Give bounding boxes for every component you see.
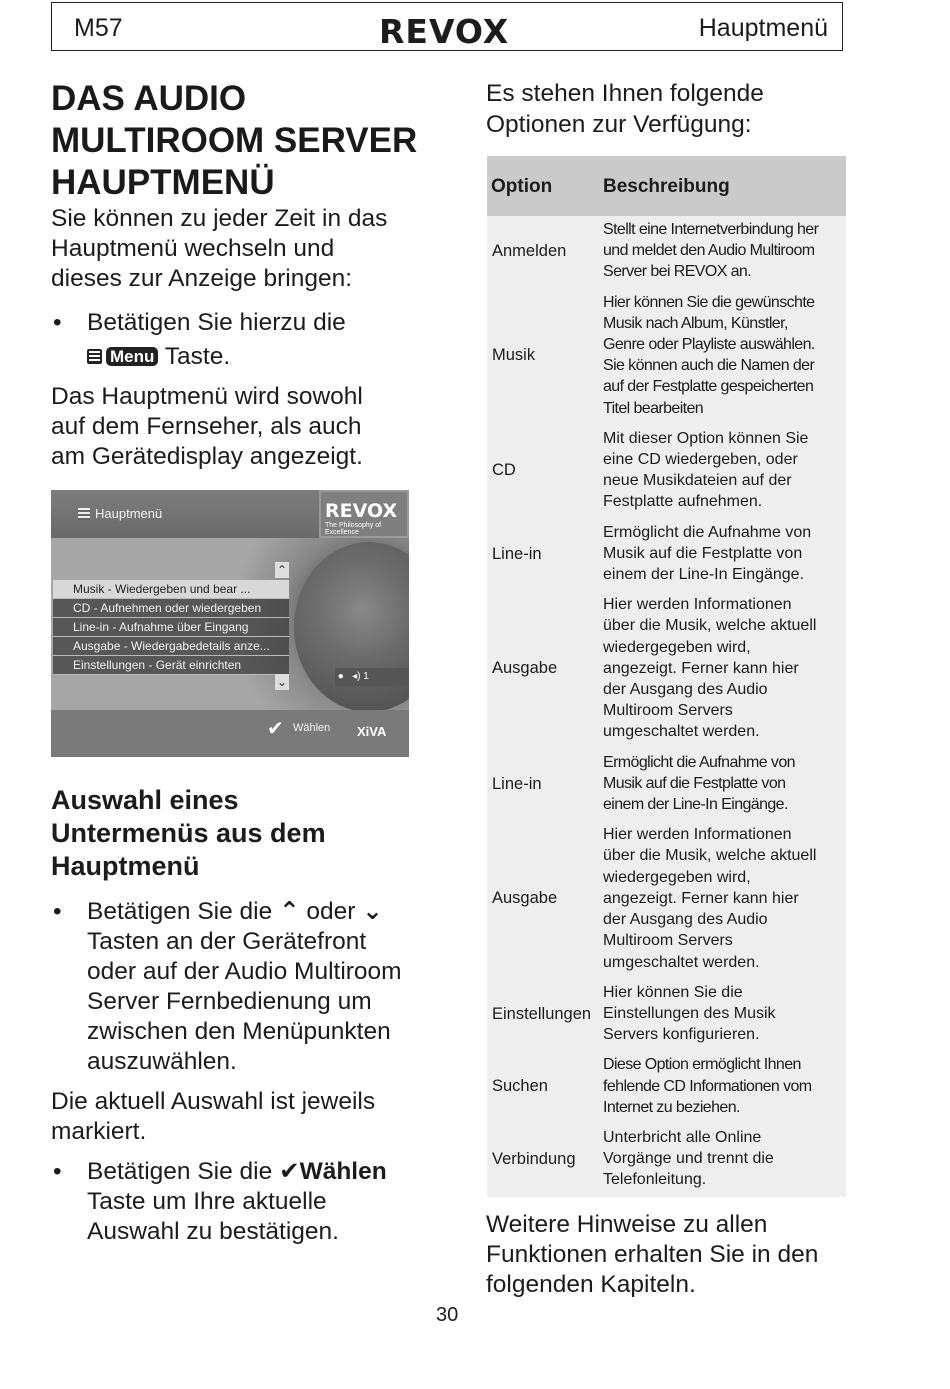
volume-readout: ● ◂) 1 [335, 668, 409, 686]
menu-item-einstellungen: Einstellungen - Gerät einrichten [53, 656, 289, 675]
table-body [487, 216, 846, 1197]
options-table [487, 156, 846, 1197]
option-name: Line-in [492, 544, 542, 563]
option-name: Musik [492, 345, 536, 364]
menu-key-label: Menu [106, 347, 158, 366]
chevron-up-icon: ⌃ [276, 563, 288, 577]
selection-paragraph: Die aktuell Auswahl ist jeweils markiert. [51, 1088, 376, 1145]
option-description: Hier werden Informationen über die Musik, welche aktuell wiedergegeben wird, angezeigt. Ferner kann hier der Ausgang des Audio Multiroom Servers umgeschaltet werden. [603, 596, 817, 741]
menu-item-ausgabe: Ausgabe - Wiedergabedetails anze... [53, 637, 289, 656]
xiva-logo: XiVA [357, 724, 387, 739]
menu-item-line-in: Line-in - Aufnahme über Eingang [53, 618, 289, 637]
main-menu-screenshot [51, 490, 409, 757]
option-name: Suchen [492, 1077, 548, 1096]
confirm-key-label: Wählen [299, 1158, 387, 1185]
option-name: Anmelden [492, 242, 567, 260]
subheading: Auswahl eines Untermenüs aus dem Hauptmenü [51, 785, 326, 881]
table-row [487, 519, 846, 592]
table-row [487, 425, 846, 519]
left-lower-column [51, 784, 431, 1247]
page-code: M57 [74, 14, 123, 42]
main-title: DAS AUDIO MULTIROOM SERVER HAUPTMENÜ [51, 79, 418, 202]
column-header-option: Option [491, 176, 553, 197]
option-description: Unterbricht alle Online Vorgänge und trennt die Telefonleitung. [603, 1128, 774, 1189]
option-name: Verbindung [492, 1149, 576, 1168]
screenshot-footer: ✔ Wählen XiVA [51, 710, 409, 757]
bullet-menu-key: • Betätigen Sie hierzu die Menu Taste. [53, 309, 346, 370]
screenshot-brand: REVOX The Philosophy of Excellence [321, 492, 407, 536]
option-description: Hier können Sie die Einstellungen des Musik Servers konfigurieren. [603, 983, 776, 1044]
table-row [487, 979, 846, 1052]
option-description: Ermöglicht die Aufnahme von Musik auf die Festplatte von einem der Line-In Eingänge. [603, 523, 812, 584]
screenshot-titlebar: Hauptmenü [51, 490, 319, 538]
page-number: 30 [436, 1304, 459, 1326]
option-description: Hier können Sie die gewünschte Musik nach Album, Künstler, Genre oder Playliste auswählen. Sie können auch die Namen der auf der Festplatte gespeicherten Titel bearbeiten [603, 293, 815, 417]
option-name: Einstellungen [492, 1004, 592, 1023]
intro-paragraph: Sie können zu jeder Zeit in das Hauptmenü wechseln und dieses zur Anzeige bringen: [51, 205, 388, 292]
option-description: Stellt eine Internetverbindung her und meldet den Audio Multiroom Server bei REVOX an. [603, 221, 819, 281]
closing-note: Weitere Hinweise zu allen Funktionen erhalten Sie in den folgenden Kapiteln. [486, 1211, 819, 1298]
chevron-down-icon: ⌄ [276, 675, 288, 689]
bullet-navigation: • Betätigen Sie die ⌃ oder ⌄ Tasten an der Gerätefront oder auf der Audio Multiroom Server Fernbedienung um zwischen den Menüpunkten auszuwählen. [53, 898, 402, 1075]
table-row [487, 216, 846, 289]
menu-list-icon [78, 508, 90, 520]
table-row [487, 1124, 846, 1197]
revox-logo: REVOX [379, 12, 510, 51]
option-name: CD [492, 460, 516, 479]
option-description: Mit dieser Option können Sie eine CD wiedergeben, oder neue Musikdateien auf der Festplatte aufnehmen. [603, 429, 809, 511]
chevron-up-icon: ⌃ [279, 898, 300, 925]
check-icon: ✔ [267, 718, 284, 740]
option-name: Ausgabe [492, 889, 558, 908]
option-description: Hier werden Informationen über die Musik, welche aktuell wiedergegeben wird, angezeigt. Ferner kann hier der Ausgang des Audio Multiroom Servers umgeschaltet werden. [603, 826, 817, 971]
right-column [486, 78, 846, 140]
table-row [487, 1051, 846, 1124]
options-intro: Es stehen Ihnen folgende Optionen zur Verfügung: [486, 80, 764, 138]
table-row [487, 821, 846, 978]
option-name: Line-in [492, 774, 542, 793]
column-header-description: Beschreibung [603, 176, 730, 197]
menu-item-cd: CD - Aufnehmen oder wiedergeben [53, 599, 289, 618]
left-column [51, 78, 431, 472]
option-name: Ausgabe [492, 659, 558, 678]
bullet-confirm: • Betätigen Sie die ✔Wählen Taste um Ihre aktuelle Auswahl zu bestätigen. [53, 1158, 387, 1245]
menu-item-musik: Musik - Wiedergeben und bear ... [53, 580, 289, 599]
table-header [487, 156, 846, 216]
table-row [487, 289, 846, 425]
section-title: Hauptmenü [698, 14, 828, 42]
option-description: Diese Option ermöglicht Ihnen fehlende CD Informationen vom Internet zu beziehen. [603, 1056, 812, 1116]
check-icon: ✔ [279, 1158, 300, 1185]
table-row [487, 749, 846, 822]
chevron-down-icon: ⌄ [362, 898, 383, 925]
display-paragraph: Das Hauptmenü wird sowohl auf dem Fernseher, als auch am Gerätedisplay angezeigt. [51, 383, 363, 470]
menu-list-icon [87, 349, 102, 364]
option-description: Ermöglicht die Aufnahme von Musik auf die Festplatte von einem der Line-In Eingänge. [603, 753, 795, 814]
page-header [51, 2, 843, 51]
screenshot-menu-list [53, 580, 289, 675]
table-row [487, 591, 846, 748]
